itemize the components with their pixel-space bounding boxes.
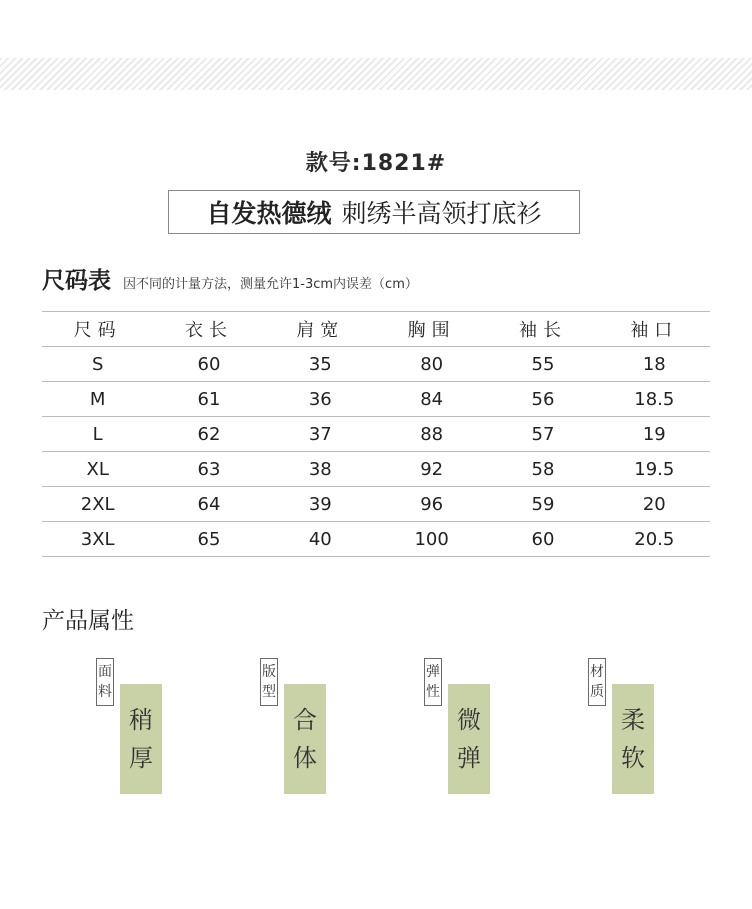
table-cell: 56 <box>487 382 598 417</box>
attribute-card-fabric <box>96 658 186 798</box>
table-cell: 55 <box>487 347 598 382</box>
table-cell: 37 <box>265 417 376 452</box>
table-cell: 19 <box>599 417 710 452</box>
table-row <box>42 382 710 417</box>
attribute-label <box>260 658 278 706</box>
attribute-value-char: 稍 <box>129 706 153 734</box>
attribute-card-fit <box>260 658 350 798</box>
attribute-label-char: 面 <box>98 664 112 680</box>
attribute-card-elasticity <box>424 658 514 798</box>
table-cell: S <box>42 347 153 382</box>
model-number: 款号:1821# <box>305 151 447 176</box>
attributes-heading: 产品属性 <box>42 608 134 634</box>
attribute-value-char: 柔 <box>621 706 645 734</box>
attribute-label-char: 弹 <box>426 664 440 680</box>
table-cell: 65 <box>153 522 264 557</box>
table-cell: 60 <box>153 347 264 382</box>
table-cell: 2XL <box>42 487 153 522</box>
attribute-label <box>424 658 442 706</box>
table-cell: XL <box>42 452 153 487</box>
column-header-sleeve-length: 袖长 <box>487 312 598 347</box>
table-cell: 88 <box>376 417 487 452</box>
table-cell: 40 <box>265 522 376 557</box>
decorative-stripe-band <box>0 58 752 90</box>
table-cell: 80 <box>376 347 487 382</box>
attribute-card-material <box>588 658 678 798</box>
attribute-value-char: 合 <box>293 706 317 734</box>
attribute-value-char: 微 <box>457 706 481 734</box>
attribute-value-char: 厚 <box>129 744 153 772</box>
column-header-chest: 胸围 <box>376 312 487 347</box>
column-header-size: 尺码 <box>42 312 153 347</box>
table-cell: 84 <box>376 382 487 417</box>
table-cell: 39 <box>265 487 376 522</box>
attribute-label-char: 型 <box>262 684 276 700</box>
attribute-label <box>96 658 114 706</box>
attribute-value-char: 体 <box>293 744 317 772</box>
size-chart-title: 尺码表 <box>42 268 111 294</box>
attribute-label-char: 料 <box>98 684 112 700</box>
table-cell: 60 <box>487 522 598 557</box>
table-cell: 38 <box>265 452 376 487</box>
product-title-bold: 自发热德绒 <box>206 199 332 228</box>
attribute-label-char: 性 <box>426 684 440 700</box>
attribute-value-char: 弹 <box>457 744 481 772</box>
table-row <box>42 452 710 487</box>
attribute-label-char: 质 <box>590 684 604 700</box>
table-cell: L <box>42 417 153 452</box>
table-cell: 20.5 <box>599 522 710 557</box>
table-cell: 61 <box>153 382 264 417</box>
size-table-header-row <box>42 312 710 347</box>
table-cell: 57 <box>487 417 598 452</box>
table-cell: 58 <box>487 452 598 487</box>
table-cell: 18.5 <box>599 382 710 417</box>
table-cell: 92 <box>376 452 487 487</box>
table-row <box>42 487 710 522</box>
product-title-normal: 刺绣半高领打底衫 <box>341 199 542 228</box>
table-cell: 36 <box>265 382 376 417</box>
size-chart-heading <box>42 262 418 295</box>
attribute-label-char: 版 <box>262 664 276 680</box>
table-cell: 59 <box>487 487 598 522</box>
attribute-value <box>448 684 490 794</box>
table-row <box>42 347 710 382</box>
table-cell: 64 <box>153 487 264 522</box>
table-cell: 20 <box>599 487 710 522</box>
attribute-value <box>284 684 326 794</box>
size-table <box>42 311 710 557</box>
table-cell: 18 <box>599 347 710 382</box>
attribute-value <box>612 684 654 794</box>
table-row <box>42 522 710 557</box>
column-header-length: 衣长 <box>153 312 264 347</box>
table-cell: 96 <box>376 487 487 522</box>
table-cell: 63 <box>153 452 264 487</box>
product-title-box <box>168 190 580 234</box>
table-cell: 62 <box>153 417 264 452</box>
size-chart-note: 因不同的计量方法，测量允许1-3cm内误差（cm） <box>123 277 418 292</box>
column-header-shoulder: 肩宽 <box>265 312 376 347</box>
column-header-cuff: 袖口 <box>599 312 710 347</box>
table-row <box>42 417 710 452</box>
attribute-value <box>120 684 162 794</box>
attribute-value-char: 软 <box>621 744 645 772</box>
table-cell: 19.5 <box>599 452 710 487</box>
table-cell: 35 <box>265 347 376 382</box>
table-cell: 100 <box>376 522 487 557</box>
attribute-label-char: 材 <box>590 664 604 680</box>
table-cell: 3XL <box>42 522 153 557</box>
table-cell: M <box>42 382 153 417</box>
attribute-label <box>588 658 606 706</box>
